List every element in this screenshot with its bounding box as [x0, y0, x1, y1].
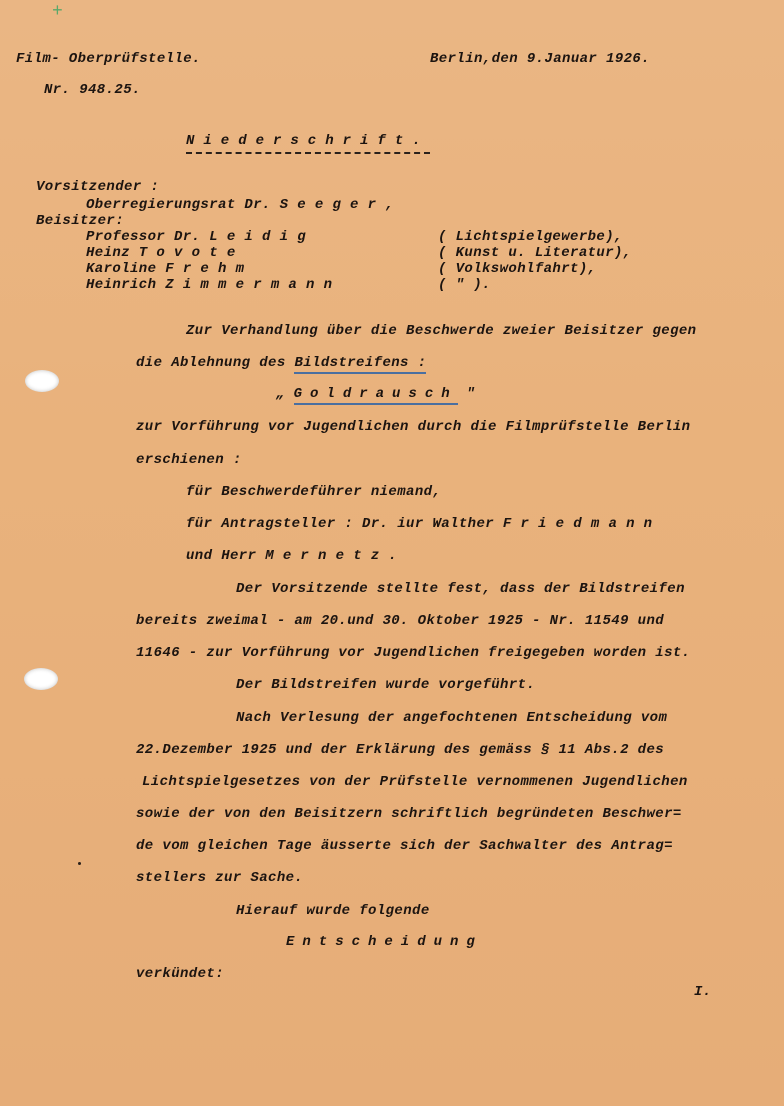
body-line: und Herr M e r n e t z . [186, 548, 398, 564]
chair-label: Vorsitzender : [36, 179, 160, 195]
chair-name: Oberregierungsrat Dr. S e e g e r , [86, 197, 395, 213]
office-heading: Film- Oberprüfstelle. [16, 51, 201, 67]
member-role: ( Lichtspielgewerbe), [438, 229, 623, 245]
body-line: bereits zweimal - am 20.und 30. Oktober 1925 - Nr. 11549 und [136, 613, 665, 629]
member-role: ( Kunst u. Literatur), [438, 245, 632, 261]
film-title-line [276, 386, 475, 402]
page-continuation-mark: I. [694, 984, 712, 1000]
quote-open: „ [276, 386, 294, 402]
body-line: erschienen : [136, 452, 242, 468]
body-line: Der Bildstreifen wurde vorgeführt. [236, 677, 536, 693]
member-role: ( " ). [438, 277, 491, 293]
ink-speck [78, 862, 81, 865]
body-text: die Ablehnung des [136, 355, 295, 371]
body-line: sowie der von den Beisitzern schriftlich begründeten Beschwer= [136, 806, 682, 822]
member-name: Heinz T o v o t e [86, 245, 236, 261]
punch-hole-top [25, 370, 59, 392]
member-name: Karoline F r e h m [86, 261, 245, 277]
body-line: Lichtspielgesetzes von der Prüfstelle vernommenen Jugendlichen [142, 774, 688, 790]
body-line: Hierauf wurde folgende [236, 903, 430, 919]
film-title: Goldrausch [294, 386, 458, 405]
pencil-mark-icon: + [52, 2, 63, 22]
body-line: für Beschwerdeführer niemand, [186, 484, 442, 500]
body-line: für Antragsteller : Dr. iur Walther F r i e d m a n n [186, 516, 653, 532]
quote-close: " [457, 386, 476, 402]
body-line: Zur Verhandlung über die Beschwerde zweier Beisitzer gegen [186, 323, 697, 339]
body-line: stellers zur Sache. [136, 870, 304, 886]
document-title: Niederschrift. [186, 133, 430, 154]
place-date: Berlin,den 9.Januar 1926. [430, 51, 651, 67]
body-line: 22.Dezember 1925 und der Erklärung des gemäss § 11 Abs.2 des [136, 742, 665, 758]
body-line: Nach Verlesung der angefochtenen Entscheidung vom [236, 710, 668, 726]
body-line: 11646 - zur Vorführung vor Jugendlichen freigegeben worden ist. [136, 645, 691, 661]
body-line [136, 355, 426, 371]
file-number: Nr. 948.25. [44, 82, 141, 98]
underlined-term: Bildstreifens : [294, 355, 426, 374]
body-line: Der Vorsitzende stellte fest, dass der Bildstreifen [236, 581, 685, 597]
decision-heading: Entscheidung [286, 934, 483, 950]
announced-label: verkündet: [136, 966, 225, 982]
member-name: Professor Dr. L e i d i g [86, 229, 307, 245]
punch-hole-bottom [24, 668, 58, 690]
member-name: Heinrich Z i m m e r m a n n [86, 277, 333, 293]
body-line: zur Vorführung vor Jugendlichen durch die Filmprüfstelle Berlin [136, 419, 691, 435]
assessors-label: Beisitzer: [36, 213, 125, 229]
body-line: de vom gleichen Tage äusserte sich der Sachwalter des Antrag= [136, 838, 673, 854]
member-role: ( Volkswohlfahrt), [438, 261, 597, 277]
